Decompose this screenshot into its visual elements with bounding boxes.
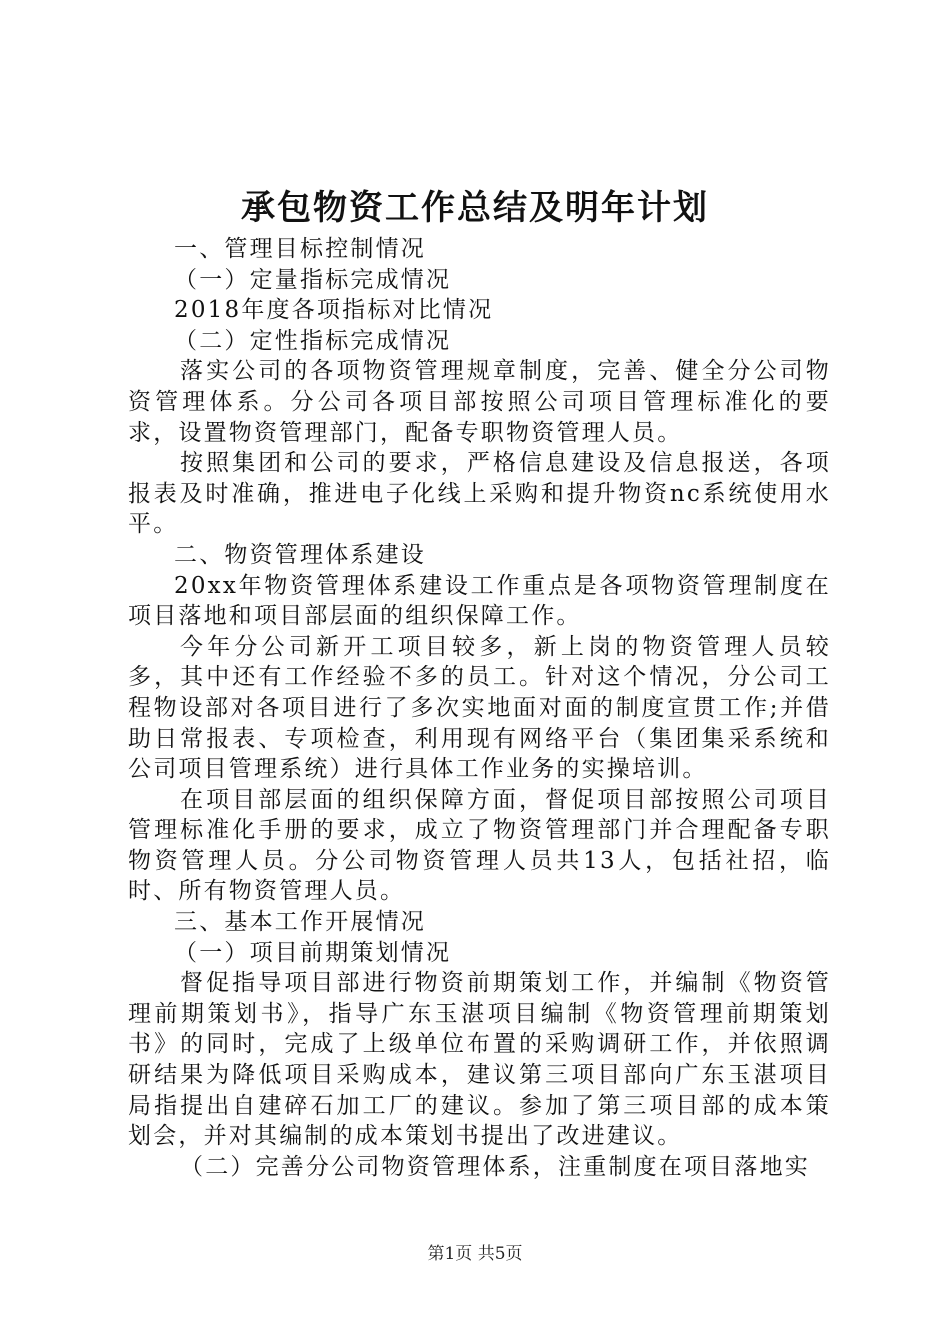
subsection-heading-3-1: （一）项目前期策划情况 — [174, 939, 452, 966]
section-heading-1: 一、管理目标控制情况 — [174, 236, 426, 262]
section-heading-3: 三、基本工作开展情况 — [174, 909, 426, 936]
paragraph-indicator-table-caption: 2018年度各项指标对比情况 — [174, 297, 494, 324]
page-footer: 第1页 共5页 — [427, 1244, 523, 1264]
section-heading-2: 二、物资管理体系建设 — [174, 541, 426, 568]
paragraph: 在项目部层面的组织保障方面，督促项目部按照公司项目管理标准化手册的要求，成立了物资管理部门并合理配备专职物资管理人员。分公司物资管理人员共13人，包括社招，临时、所有物资管理人员。 — [128, 786, 831, 905]
paragraph: 督促指导项目部进行物资前期策划工作，并编制《物资管理前期策划书》，指导广东玉湛项目编制《物资管理前期策划书》的同时，完成了上级单位布置的采购调研工作，并依照调研结果为降低项目采购成本，建议第三项目部向广东玉湛项目局指提出自建碎石加工厂的建议。参加了第三项目部的成本策划会，并对其编制的成本策划书提出了改进建议。 — [128, 970, 831, 1150]
paragraph: 按照集团和公司的要求，严格信息建设及信息报送，各项报表及时准确，推进电子化线上采购和提升物资nc系统使用水平。 — [128, 450, 831, 538]
paragraph: 落实公司的各项物资管理规章制度，完善、健全分公司物资管理体系。分公司各项目部按照公司项目管理标准化的要求，设置物资管理部门，配备专职物资管理人员。 — [128, 358, 831, 446]
subsection-heading-3-2: （二）完善分公司物资管理体系，注重制度在项目落地实 — [180, 1153, 810, 1180]
document-title: 承包物资工作总结及明年计划 — [241, 188, 709, 228]
subsection-heading-1-1: （一）定量指标完成情况 — [174, 266, 452, 293]
subsection-heading-1-2: （二）定性指标完成情况 — [174, 327, 452, 354]
document-body — [128, 234, 831, 1182]
paragraph: 20xx年物资管理体系建设工作重点是各项物资管理制度在项目落地和项目部层面的组织保障工作。 — [128, 572, 831, 630]
paragraph: 今年分公司新开工项目较多，新上岗的物资管理人员较多，其中还有工作经验不多的员工。针对这个情况，分公司工程物设部对各项目进行了多次实地面对面的制度宣贯工作;并借助日常报表、专项检查，利用现有网络平台（集团集采系统和公司项目管理系统）进行具体工作业务的实操培训。 — [128, 633, 831, 783]
